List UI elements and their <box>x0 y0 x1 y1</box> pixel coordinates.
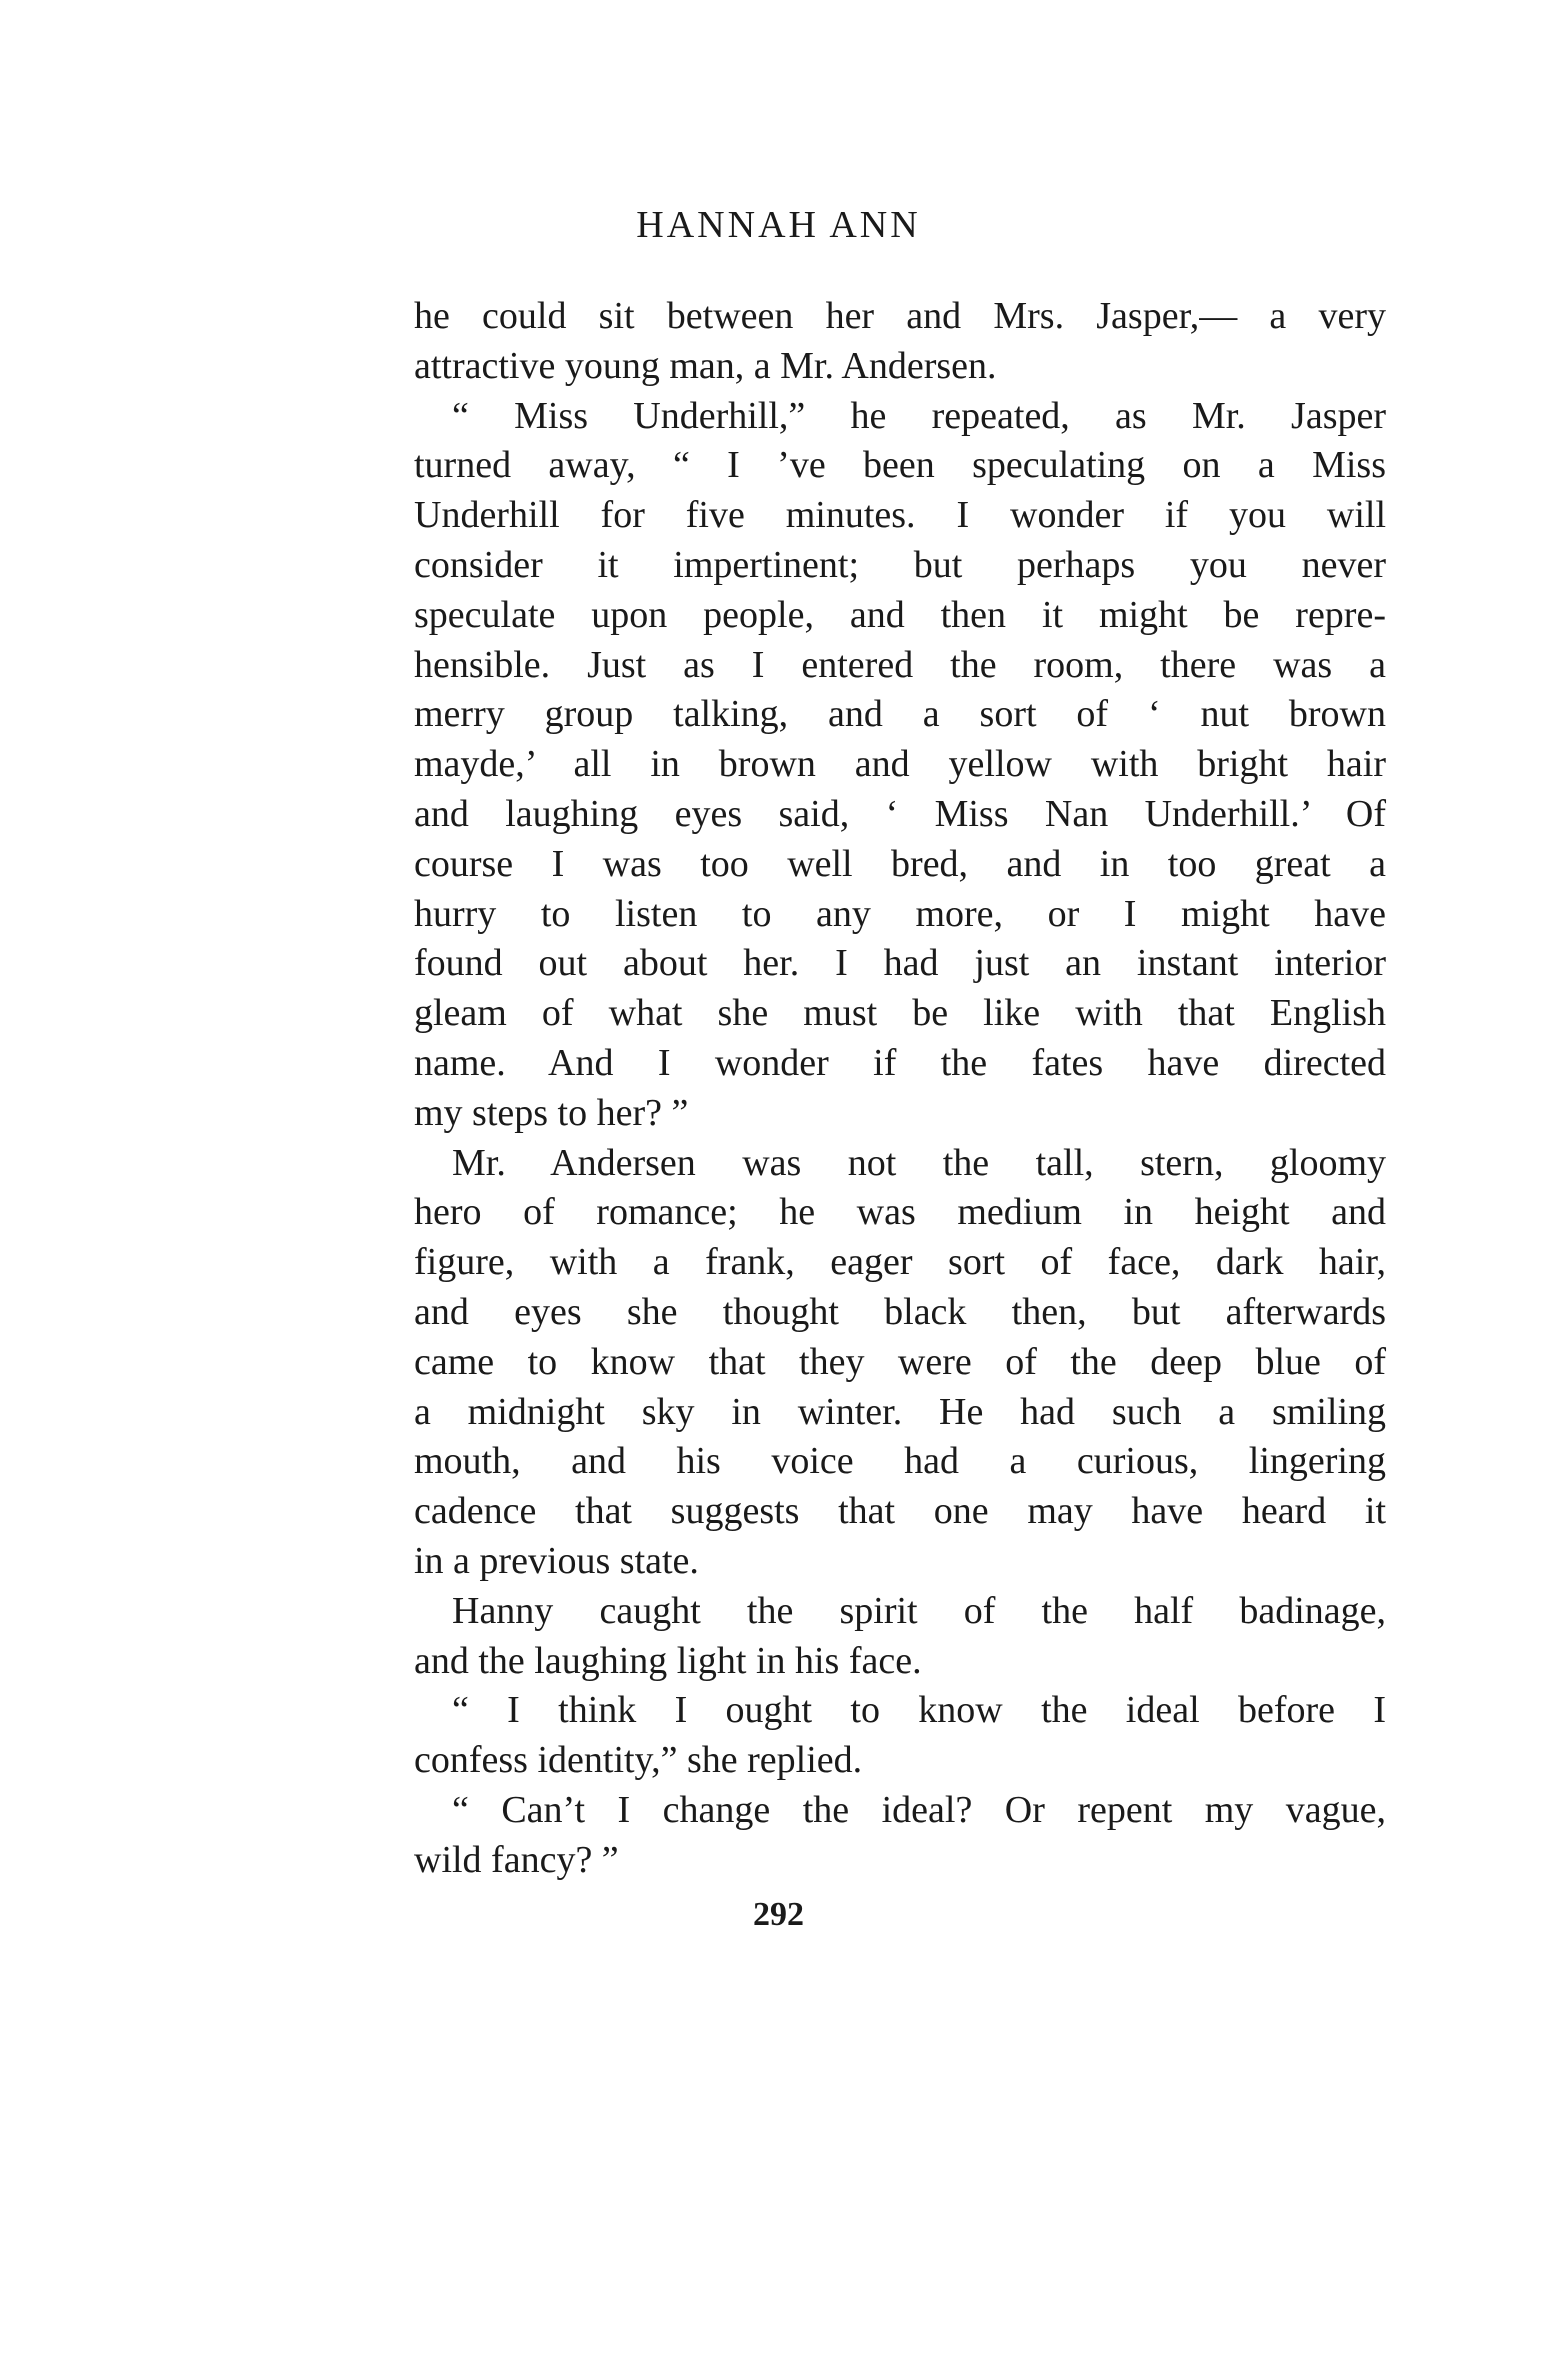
text-line: attractive young man, a Mr. Andersen. <box>414 344 997 387</box>
text-line: mayde,’ all in brown and yellow with bright hair <box>414 743 1386 786</box>
text-line: “ I think I ought to know the ideal before I <box>452 1689 1386 1732</box>
text-line: mouth, and his voice had a curious, lingering <box>414 1440 1386 1483</box>
text-line: cadence that suggests that one may have heard it <box>414 1490 1386 1533</box>
text-line: and the laughing light in his face. <box>414 1639 922 1682</box>
text-line: hensible. Just as I entered the room, there was a <box>414 643 1386 686</box>
text-line: Mr. Andersen was not the tall, stern, gloomy <box>452 1141 1386 1184</box>
text-line: hurry to listen to any more, or I might have <box>414 892 1386 935</box>
text-line: consider it impertinent; but perhaps you never <box>414 543 1386 586</box>
text-line: figure, with a frank, eager sort of face, dark hair, <box>414 1241 1386 1284</box>
running-head: HANNAH ANN <box>636 204 921 246</box>
text-line: course I was too well bred, and in too great a <box>414 842 1386 885</box>
text-line: confess identity,” she replied. <box>414 1739 863 1782</box>
text-line: a midnight sky in winter. He had such a smiling <box>414 1390 1386 1433</box>
text-line: and eyes she thought black then, but afterwards <box>414 1290 1386 1333</box>
body-text <box>414 292 1386 1886</box>
text-line: hero of romance; he was medium in height and <box>414 1191 1386 1234</box>
text-line: “ Miss Underhill,” he repeated, as Mr. Jasper <box>452 394 1386 437</box>
text-line: Hanny caught the spirit of the half badinage, <box>452 1589 1386 1632</box>
text-line: Underhill for five minutes. I wonder if you will <box>414 494 1386 537</box>
text-line: name. And I wonder if the fates have directed <box>414 1041 1386 1084</box>
text-line: and laughing eyes said, ‘ Miss Nan Underhill.’ Of <box>414 792 1386 835</box>
text-line: merry group talking, and a sort of ‘ nut brown <box>414 693 1386 736</box>
text-line: came to know that they were of the deep blue of <box>414 1340 1386 1383</box>
text-line: turned away, “ I ’ve been speculating on a Miss <box>414 444 1386 487</box>
text-line: he could sit between her and Mrs. Jasper,— a very <box>414 295 1386 337</box>
text-line: in a previous state. <box>414 1539 699 1582</box>
text-line: found out about her. I had just an instant interior <box>414 942 1386 985</box>
text-line: speculate upon people, and then it might be repre- <box>414 593 1386 636</box>
page-number: 292 <box>753 1896 804 1933</box>
text-line: wild fancy? ” <box>414 1838 619 1881</box>
text-line: gleam of what she must be like with that English <box>414 992 1386 1035</box>
text-line: my steps to her? ” <box>414 1091 689 1134</box>
text-line: “ Can’t I change the ideal? Or repent my vague, <box>452 1788 1386 1831</box>
